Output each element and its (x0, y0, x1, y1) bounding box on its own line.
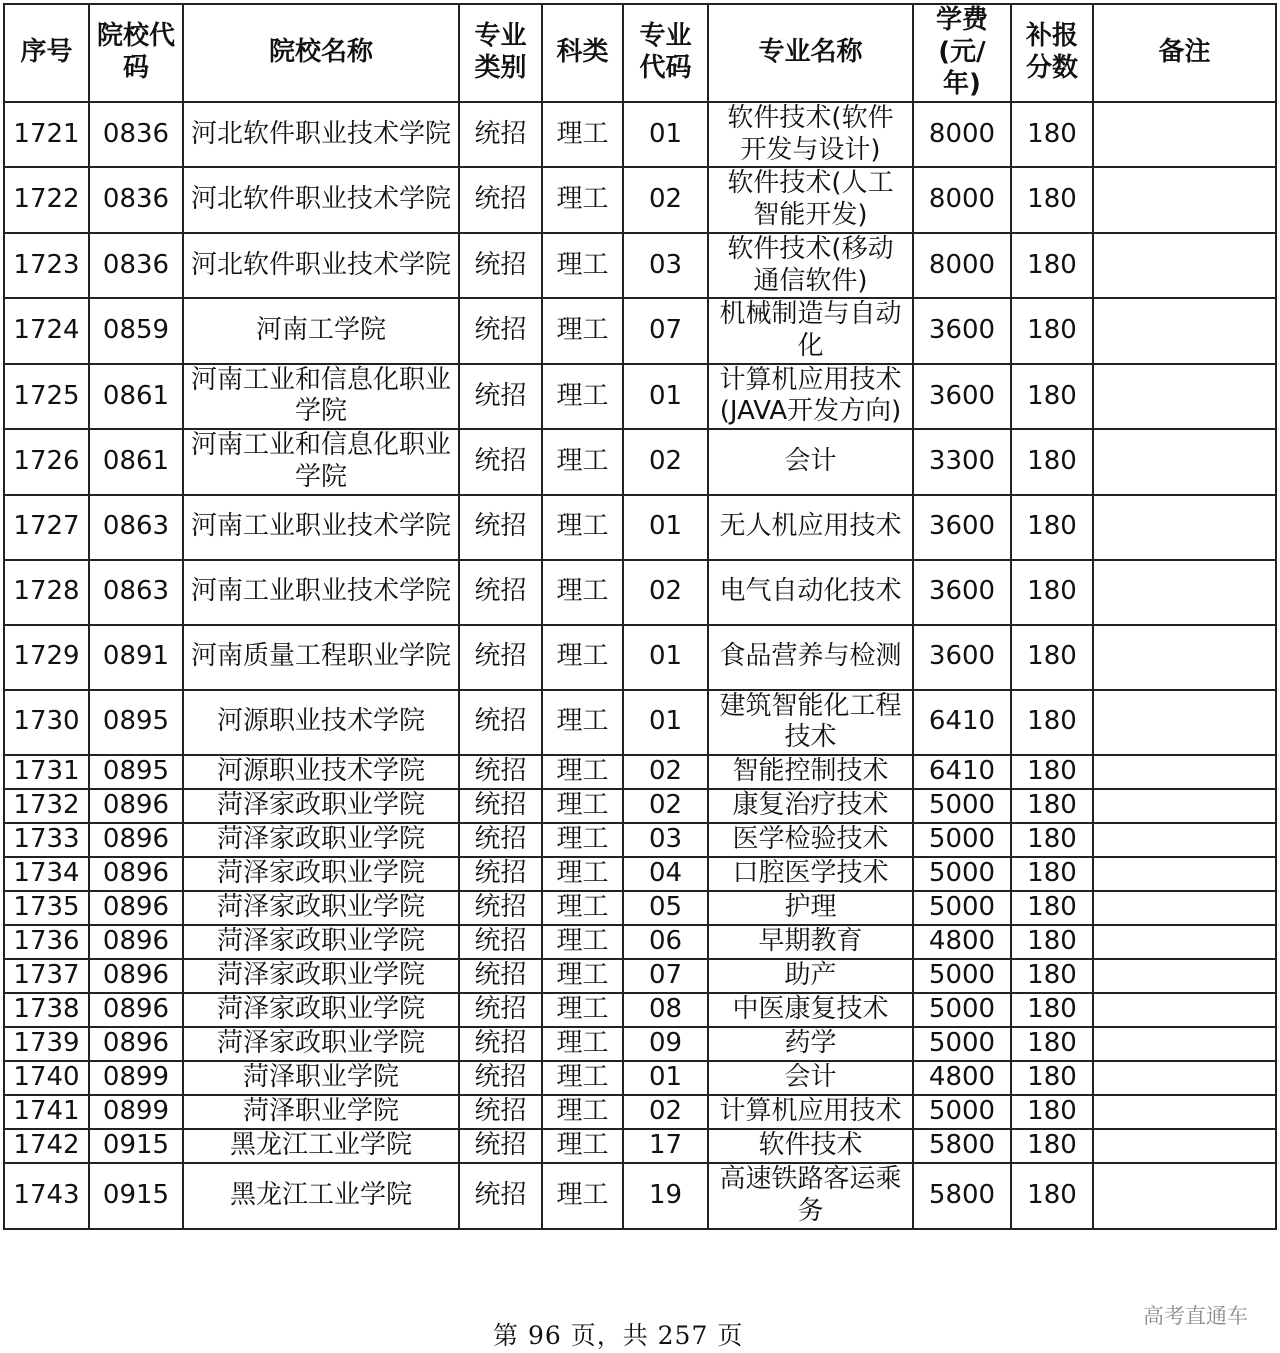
cell-remark (1093, 857, 1276, 891)
cell-school-name: 河北软件职业技术学院 (183, 102, 459, 167)
cell-score: 180 (1011, 1061, 1093, 1095)
cell-school-code: 0861 (89, 364, 183, 429)
cell-seq: 1741 (4, 1095, 89, 1129)
cell-score: 180 (1011, 755, 1093, 789)
cell-score: 180 (1011, 891, 1093, 925)
cell-seq: 1740 (4, 1061, 89, 1095)
cell-major-type: 统招 (459, 495, 542, 560)
cell-major-code: 03 (623, 233, 708, 298)
cell-category: 理工 (542, 1129, 623, 1163)
cell-remark (1093, 789, 1276, 823)
cell-school-name: 河南工业和信息化职业学院 (183, 429, 459, 494)
cell-tuition: 5000 (913, 789, 1011, 823)
cell-school-code: 0863 (89, 495, 183, 560)
cell-major-type: 统招 (459, 755, 542, 789)
cell-category: 理工 (542, 560, 623, 625)
cell-major-code: 01 (623, 625, 708, 690)
cell-school-name: 菏泽家政职业学院 (183, 993, 459, 1027)
cell-seq: 1723 (4, 233, 89, 298)
cell-seq: 1733 (4, 823, 89, 857)
cell-category: 理工 (542, 857, 623, 891)
cell-school-code: 0896 (89, 789, 183, 823)
cell-school-name: 菏泽家政职业学院 (183, 857, 459, 891)
cell-school-code: 0836 (89, 102, 183, 167)
cell-major-type: 统招 (459, 959, 542, 993)
cell-category: 理工 (542, 1061, 623, 1095)
cell-major-name: 机械制造与自动化 (708, 298, 913, 363)
cell-tuition: 5800 (913, 1163, 1011, 1228)
cell-seq: 1731 (4, 755, 89, 789)
cell-major-name: 软件技术(移动通信软件) (708, 233, 913, 298)
table-row (4, 690, 1276, 755)
table-row (4, 959, 1276, 993)
cell-major-type: 统招 (459, 823, 542, 857)
cell-school-name: 菏泽家政职业学院 (183, 1027, 459, 1061)
cell-school-code: 0899 (89, 1095, 183, 1129)
cell-major-name: 电气自动化技术 (708, 560, 913, 625)
cell-major-code: 01 (623, 102, 708, 167)
table-row (4, 560, 1276, 625)
cell-tuition: 5000 (913, 891, 1011, 925)
cell-remark (1093, 925, 1276, 959)
cell-score: 180 (1011, 364, 1093, 429)
page-number: 第 96 页，共 257 页 (493, 1321, 744, 1350)
cell-major-name: 会计 (708, 429, 913, 494)
cell-school-name: 河北软件职业技术学院 (183, 233, 459, 298)
cell-school-name: 菏泽家政职业学院 (183, 891, 459, 925)
cell-remark (1093, 823, 1276, 857)
cell-major-code: 02 (623, 789, 708, 823)
table-row (4, 429, 1276, 494)
cell-tuition: 6410 (913, 755, 1011, 789)
table-row (4, 1095, 1276, 1129)
cell-seq: 1736 (4, 925, 89, 959)
cell-score: 180 (1011, 1027, 1093, 1061)
header-remark: 备注 (1093, 4, 1276, 102)
table-row (4, 1129, 1276, 1163)
cell-school-name: 菏泽职业学院 (183, 1095, 459, 1129)
header-row (4, 4, 1276, 102)
cell-major-code: 01 (623, 364, 708, 429)
cell-remark (1093, 298, 1276, 363)
cell-tuition: 5000 (913, 1095, 1011, 1129)
cell-remark (1093, 993, 1276, 1027)
cell-major-name: 软件技术(人工智能开发) (708, 167, 913, 232)
cell-remark (1093, 690, 1276, 755)
cell-major-type: 统招 (459, 1027, 542, 1061)
cell-tuition: 4800 (913, 925, 1011, 959)
cell-seq: 1735 (4, 891, 89, 925)
cell-major-name: 智能控制技术 (708, 755, 913, 789)
cell-score: 180 (1011, 690, 1093, 755)
cell-seq: 1739 (4, 1027, 89, 1061)
table-row (4, 755, 1276, 789)
cell-school-name: 河南质量工程职业学院 (183, 625, 459, 690)
cell-score: 180 (1011, 167, 1093, 232)
cell-tuition: 8000 (913, 102, 1011, 167)
cell-score: 180 (1011, 857, 1093, 891)
cell-category: 理工 (542, 925, 623, 959)
cell-tuition: 5000 (913, 959, 1011, 993)
cell-score: 180 (1011, 1163, 1093, 1228)
cell-school-name: 河源职业技术学院 (183, 690, 459, 755)
cell-major-type: 统招 (459, 233, 542, 298)
cell-seq: 1742 (4, 1129, 89, 1163)
cell-major-name: 无人机应用技术 (708, 495, 913, 560)
table-row (4, 823, 1276, 857)
cell-category: 理工 (542, 233, 623, 298)
cell-school-name: 河北软件职业技术学院 (183, 167, 459, 232)
cell-tuition: 3600 (913, 298, 1011, 363)
cell-seq: 1721 (4, 102, 89, 167)
cell-major-name: 建筑智能化工程技术 (708, 690, 913, 755)
cell-tuition: 3600 (913, 364, 1011, 429)
cell-seq: 1743 (4, 1163, 89, 1228)
cell-major-code: 07 (623, 959, 708, 993)
cell-major-type: 统招 (459, 891, 542, 925)
cell-school-code: 0836 (89, 233, 183, 298)
cell-seq: 1728 (4, 560, 89, 625)
cell-category: 理工 (542, 1095, 623, 1129)
cell-score: 180 (1011, 560, 1093, 625)
cell-school-code: 0896 (89, 1027, 183, 1061)
cell-tuition: 4800 (913, 1061, 1011, 1095)
cell-major-code: 01 (623, 495, 708, 560)
cell-remark (1093, 1061, 1276, 1095)
cell-major-name: 药学 (708, 1027, 913, 1061)
cell-major-code: 06 (623, 925, 708, 959)
cell-remark (1093, 102, 1276, 167)
cell-major-type: 统招 (459, 1095, 542, 1129)
cell-category: 理工 (542, 1027, 623, 1061)
table-row (4, 364, 1276, 429)
cell-category: 理工 (542, 364, 623, 429)
cell-major-name: 助产 (708, 959, 913, 993)
cell-tuition: 3600 (913, 560, 1011, 625)
cell-category: 理工 (542, 959, 623, 993)
table-row (4, 857, 1276, 891)
header-category: 科类 (542, 4, 623, 102)
cell-major-code: 04 (623, 857, 708, 891)
cell-major-type: 统招 (459, 1061, 542, 1095)
cell-remark (1093, 1095, 1276, 1129)
header-school-code: 院校代码 (89, 4, 183, 102)
cell-seq: 1734 (4, 857, 89, 891)
cell-school-name: 菏泽家政职业学院 (183, 925, 459, 959)
cell-remark (1093, 233, 1276, 298)
cell-major-type: 统招 (459, 429, 542, 494)
watermark: 高考直通车 (1143, 1304, 1248, 1328)
cell-school-code: 0891 (89, 625, 183, 690)
cell-major-name: 医学检验技术 (708, 823, 913, 857)
cell-major-type: 统招 (459, 560, 542, 625)
cell-major-type: 统招 (459, 1129, 542, 1163)
cell-score: 180 (1011, 298, 1093, 363)
cell-major-code: 19 (623, 1163, 708, 1228)
cell-school-code: 0895 (89, 690, 183, 755)
cell-major-type: 统招 (459, 167, 542, 232)
cell-school-code: 0896 (89, 959, 183, 993)
cell-major-code: 08 (623, 993, 708, 1027)
cell-major-name: 食品营养与检测 (708, 625, 913, 690)
cell-remark (1093, 495, 1276, 560)
cell-category: 理工 (542, 102, 623, 167)
cell-seq: 1738 (4, 993, 89, 1027)
cell-score: 180 (1011, 429, 1093, 494)
table-row (4, 167, 1276, 232)
cell-major-code: 02 (623, 755, 708, 789)
cell-tuition: 5800 (913, 1129, 1011, 1163)
cell-score: 180 (1011, 1129, 1093, 1163)
cell-major-type: 统招 (459, 102, 542, 167)
cell-major-name: 早期教育 (708, 925, 913, 959)
cell-school-name: 河南工业职业技术学院 (183, 560, 459, 625)
cell-category: 理工 (542, 429, 623, 494)
cell-category: 理工 (542, 755, 623, 789)
cell-seq: 1730 (4, 690, 89, 755)
cell-seq: 1729 (4, 625, 89, 690)
cell-major-code: 07 (623, 298, 708, 363)
cell-school-name: 菏泽家政职业学院 (183, 823, 459, 857)
cell-tuition: 6410 (913, 690, 1011, 755)
cell-score: 180 (1011, 102, 1093, 167)
cell-category: 理工 (542, 625, 623, 690)
cell-category: 理工 (542, 690, 623, 755)
cell-seq: 1724 (4, 298, 89, 363)
table-row (4, 298, 1276, 363)
cell-category: 理工 (542, 789, 623, 823)
cell-category: 理工 (542, 167, 623, 232)
cell-major-type: 统招 (459, 925, 542, 959)
cell-remark (1093, 560, 1276, 625)
cell-category: 理工 (542, 823, 623, 857)
cell-major-name: 计算机应用技术 (708, 1095, 913, 1129)
cell-school-name: 河源职业技术学院 (183, 755, 459, 789)
cell-school-code: 0899 (89, 1061, 183, 1095)
cell-tuition: 5000 (913, 857, 1011, 891)
cell-major-name: 口腔医学技术 (708, 857, 913, 891)
cell-score: 180 (1011, 233, 1093, 298)
cell-school-code: 0896 (89, 891, 183, 925)
table-row (4, 993, 1276, 1027)
cell-school-code: 0859 (89, 298, 183, 363)
cell-major-type: 统招 (459, 625, 542, 690)
admissions-table (3, 3, 1277, 1230)
cell-seq: 1727 (4, 495, 89, 560)
cell-major-name: 软件技术(软件开发与设计) (708, 102, 913, 167)
cell-major-name: 康复治疗技术 (708, 789, 913, 823)
cell-school-code: 0861 (89, 429, 183, 494)
cell-major-code: 05 (623, 891, 708, 925)
header-major-code: 专业代码 (623, 4, 708, 102)
cell-school-name: 菏泽家政职业学院 (183, 959, 459, 993)
cell-major-code: 01 (623, 1061, 708, 1095)
cell-major-code: 03 (623, 823, 708, 857)
cell-major-type: 统招 (459, 298, 542, 363)
cell-major-type: 统招 (459, 690, 542, 755)
cell-tuition: 8000 (913, 233, 1011, 298)
cell-school-name: 黑龙江工业学院 (183, 1129, 459, 1163)
cell-major-code: 02 (623, 167, 708, 232)
cell-remark (1093, 959, 1276, 993)
cell-school-name: 菏泽家政职业学院 (183, 789, 459, 823)
cell-tuition: 3300 (913, 429, 1011, 494)
header-score: 补报分数 (1011, 4, 1093, 102)
cell-school-code: 0895 (89, 755, 183, 789)
cell-major-type: 统招 (459, 993, 542, 1027)
cell-school-name: 河南工业职业技术学院 (183, 495, 459, 560)
cell-score: 180 (1011, 495, 1093, 560)
cell-major-type: 统招 (459, 857, 542, 891)
cell-major-code: 17 (623, 1129, 708, 1163)
cell-score: 180 (1011, 1095, 1093, 1129)
cell-major-name: 计算机应用技术(JAVA开发方向) (708, 364, 913, 429)
cell-category: 理工 (542, 993, 623, 1027)
cell-major-type: 统招 (459, 1163, 542, 1228)
cell-school-name: 黑龙江工业学院 (183, 1163, 459, 1228)
cell-category: 理工 (542, 298, 623, 363)
cell-tuition: 5000 (913, 1027, 1011, 1061)
cell-school-code: 0896 (89, 823, 183, 857)
cell-tuition: 3600 (913, 625, 1011, 690)
cell-school-code: 0896 (89, 993, 183, 1027)
cell-tuition: 8000 (913, 167, 1011, 232)
cell-major-name: 高速铁路客运乘务 (708, 1163, 913, 1228)
cell-score: 180 (1011, 625, 1093, 690)
cell-school-code: 0896 (89, 857, 183, 891)
header-major-name: 专业名称 (708, 4, 913, 102)
cell-score: 180 (1011, 993, 1093, 1027)
cell-major-type: 统招 (459, 364, 542, 429)
cell-major-name: 软件技术 (708, 1129, 913, 1163)
cell-seq: 1722 (4, 167, 89, 232)
table-row (4, 925, 1276, 959)
cell-tuition: 3600 (913, 495, 1011, 560)
cell-major-code: 09 (623, 1027, 708, 1061)
cell-remark (1093, 364, 1276, 429)
cell-seq: 1726 (4, 429, 89, 494)
cell-category: 理工 (542, 495, 623, 560)
header-tuition: 学费(元/年) (913, 4, 1011, 102)
table-row (4, 1027, 1276, 1061)
cell-major-name: 护理 (708, 891, 913, 925)
cell-remark (1093, 755, 1276, 789)
cell-remark (1093, 625, 1276, 690)
cell-remark (1093, 1163, 1276, 1228)
cell-score: 180 (1011, 789, 1093, 823)
cell-major-name: 会计 (708, 1061, 913, 1095)
cell-school-code: 0863 (89, 560, 183, 625)
cell-remark (1093, 429, 1276, 494)
cell-remark (1093, 167, 1276, 232)
cell-major-name: 中医康复技术 (708, 993, 913, 1027)
table-row (4, 495, 1276, 560)
cell-tuition: 5000 (913, 823, 1011, 857)
table-row (4, 625, 1276, 690)
header-school-name: 院校名称 (183, 4, 459, 102)
cell-remark (1093, 891, 1276, 925)
table-row (4, 102, 1276, 167)
table-row (4, 1061, 1276, 1095)
cell-major-type: 统招 (459, 789, 542, 823)
cell-remark (1093, 1027, 1276, 1061)
cell-major-code: 02 (623, 1095, 708, 1129)
table-row (4, 233, 1276, 298)
cell-school-name: 菏泽职业学院 (183, 1061, 459, 1095)
cell-school-code: 0915 (89, 1163, 183, 1228)
cell-seq: 1725 (4, 364, 89, 429)
cell-seq: 1737 (4, 959, 89, 993)
cell-remark (1093, 1129, 1276, 1163)
cell-score: 180 (1011, 823, 1093, 857)
header-major-type: 专业类别 (459, 4, 542, 102)
cell-school-name: 河南工学院 (183, 298, 459, 363)
cell-category: 理工 (542, 1163, 623, 1228)
table-row (4, 1163, 1276, 1228)
cell-school-code: 0915 (89, 1129, 183, 1163)
table-row (4, 789, 1276, 823)
cell-school-code: 0836 (89, 167, 183, 232)
cell-score: 180 (1011, 959, 1093, 993)
cell-tuition: 5000 (913, 993, 1011, 1027)
cell-major-code: 02 (623, 560, 708, 625)
table-row (4, 891, 1276, 925)
cell-seq: 1732 (4, 789, 89, 823)
cell-school-name: 河南工业和信息化职业学院 (183, 364, 459, 429)
header-seq: 序号 (4, 4, 89, 102)
cell-school-code: 0896 (89, 925, 183, 959)
cell-category: 理工 (542, 891, 623, 925)
cell-score: 180 (1011, 925, 1093, 959)
cell-major-code: 01 (623, 690, 708, 755)
cell-major-code: 02 (623, 429, 708, 494)
